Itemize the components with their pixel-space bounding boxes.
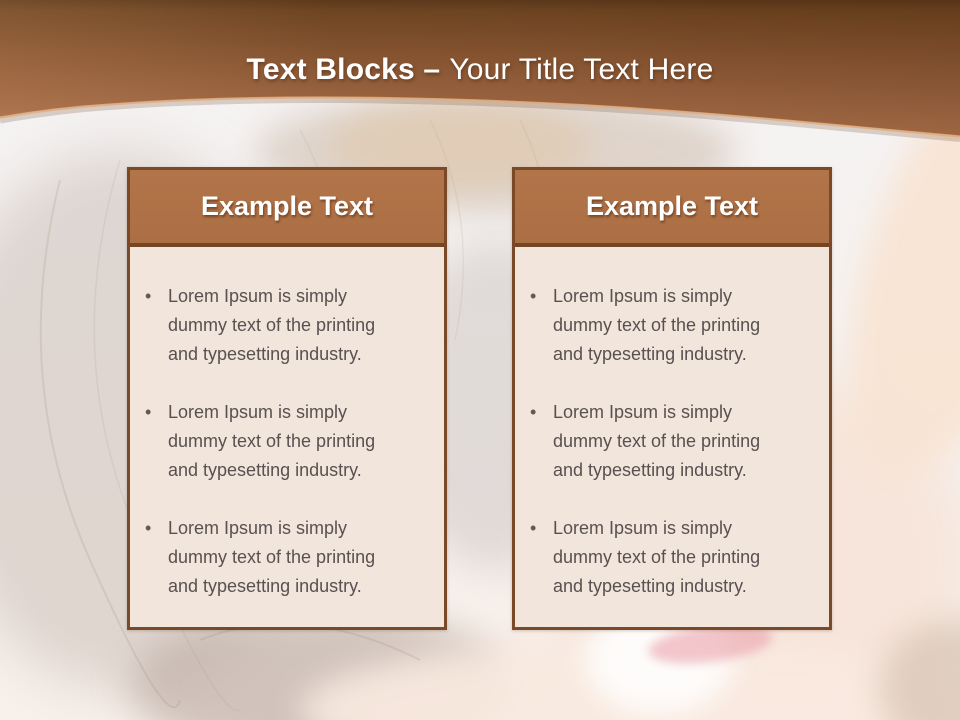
bullet-text: Lorem Ipsum is simply dummy text of the printing and typesetting industry. xyxy=(553,286,761,364)
bullet-item xyxy=(530,398,811,485)
text-block-card-left xyxy=(127,167,447,630)
bullet-marker: • xyxy=(530,286,537,306)
card-header xyxy=(130,170,444,247)
bullet-text: Lorem Ipsum is simply dummy text of the printing and typesetting industry. xyxy=(553,402,761,480)
bullet-item xyxy=(145,282,426,369)
bullet-text: Lorem Ipsum is simply dummy text of the printing and typesetting industry. xyxy=(168,402,376,480)
slide-title xyxy=(0,51,960,89)
card-body xyxy=(130,247,444,601)
card-header xyxy=(515,170,829,247)
bullet-item xyxy=(145,398,426,485)
bullet-marker: • xyxy=(145,286,152,306)
bullet-marker: • xyxy=(530,518,537,538)
bullet-marker: • xyxy=(530,402,537,422)
bullet-marker: • xyxy=(145,402,152,422)
card-header-label: Example Text xyxy=(585,191,759,221)
text-block-card-right xyxy=(512,167,832,630)
bullet-marker: • xyxy=(145,518,152,538)
bullet-item xyxy=(530,514,811,601)
bullet-text: Lorem Ipsum is simply dummy text of the printing and typesetting industry. xyxy=(168,518,376,596)
slide-title-regular: Your Title Text Here xyxy=(449,53,714,86)
bullet-item xyxy=(530,282,811,369)
bullet-text: Lorem Ipsum is simply dummy text of the printing and typesetting industry. xyxy=(553,518,761,596)
slide-title-bold: Text Blocks – xyxy=(246,53,441,86)
card-header-label: Example Text xyxy=(200,191,374,221)
bullet-item xyxy=(145,514,426,601)
card-body xyxy=(515,247,829,601)
bullet-text: Lorem Ipsum is simply dummy text of the printing and typesetting industry. xyxy=(168,286,376,364)
